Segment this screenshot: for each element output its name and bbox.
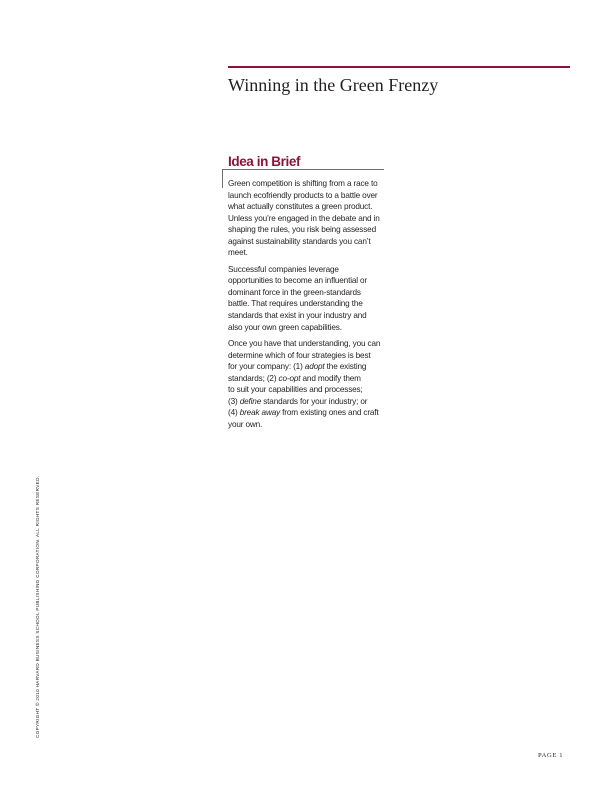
strategy-co-opt: co-opt bbox=[278, 373, 301, 383]
brief-p2-line: battle. That requires understanding the bbox=[228, 299, 363, 309]
copyright-notice: COPYRIGHT © 2010 HARVARD BUSINESS SCHOOL PUBLISHING CORPORATION. ALL RIGHTS RESERVED. bbox=[35, 475, 40, 738]
brief-p3-line: your own. bbox=[228, 419, 263, 429]
brief-p3-text: from existing ones and craft bbox=[280, 408, 379, 418]
idea-in-brief-body bbox=[228, 178, 386, 435]
brief-p3-text: standards for your industry; or bbox=[261, 396, 368, 406]
brief-p3-line: Once you have that understanding, you can bbox=[228, 339, 381, 349]
brief-p3-line bbox=[228, 373, 386, 385]
strategy-adopt: adopt bbox=[304, 362, 325, 372]
brief-p1-line: launch ecofriendly products to a battle over bbox=[228, 190, 378, 200]
idea-in-brief-corner-tick bbox=[222, 169, 223, 188]
brief-p3-line: to suit your capabilities and processes; bbox=[228, 385, 363, 395]
brief-p1-line: meet. bbox=[228, 248, 248, 258]
idea-in-brief-box bbox=[228, 154, 386, 429]
brief-p1-line: Green competition is shifting from a race to bbox=[228, 179, 378, 188]
brief-p3-text: (3) bbox=[228, 396, 240, 406]
brief-p3-line bbox=[228, 396, 386, 408]
brief-p3-line: determine which of four strategies is best bbox=[228, 350, 371, 360]
brief-p3-text: (4) bbox=[228, 408, 240, 418]
brief-p2-line: Successful companies leverage bbox=[228, 264, 339, 274]
brief-paragraph-1 bbox=[228, 178, 386, 259]
brief-p2-line: standards that exist in your industry and bbox=[228, 311, 367, 321]
brief-paragraph-3 bbox=[228, 338, 386, 430]
brief-p2-line: also your own green capabilities. bbox=[228, 322, 342, 332]
brief-p3-text: the existing bbox=[324, 362, 367, 372]
page-number: PAGE 1 bbox=[538, 752, 564, 759]
brief-p1-line: what actually constitutes a green product. bbox=[228, 202, 373, 212]
article-title: Winning in the Green Frenzy bbox=[228, 75, 439, 95]
idea-in-brief-rule bbox=[222, 169, 384, 170]
brief-p3-text: standards; (2) bbox=[228, 373, 279, 383]
idea-in-brief-heading: Idea in Brief bbox=[228, 154, 301, 169]
brief-p1-line: shaping the rules, you risk being assessed bbox=[228, 225, 376, 235]
brief-p3-line bbox=[228, 361, 386, 373]
brief-p3-text: and modify them bbox=[300, 373, 361, 383]
brief-p1-line: against sustainability standards you can’t bbox=[228, 236, 371, 246]
brief-p2-line: dominant force in the green-standards bbox=[228, 287, 361, 297]
brief-p3-text: for your company: (1) bbox=[228, 362, 305, 372]
title-top-rule bbox=[228, 66, 570, 68]
strategy-define: define bbox=[239, 396, 262, 406]
brief-p3-line bbox=[228, 407, 386, 419]
brief-paragraph-2 bbox=[228, 264, 386, 333]
strategy-break-away: break away bbox=[239, 408, 281, 418]
brief-p2-line: opportunities to become an influential or bbox=[228, 276, 368, 286]
brief-p1-line: Unless you’re engaged in the debate and in bbox=[228, 213, 380, 223]
